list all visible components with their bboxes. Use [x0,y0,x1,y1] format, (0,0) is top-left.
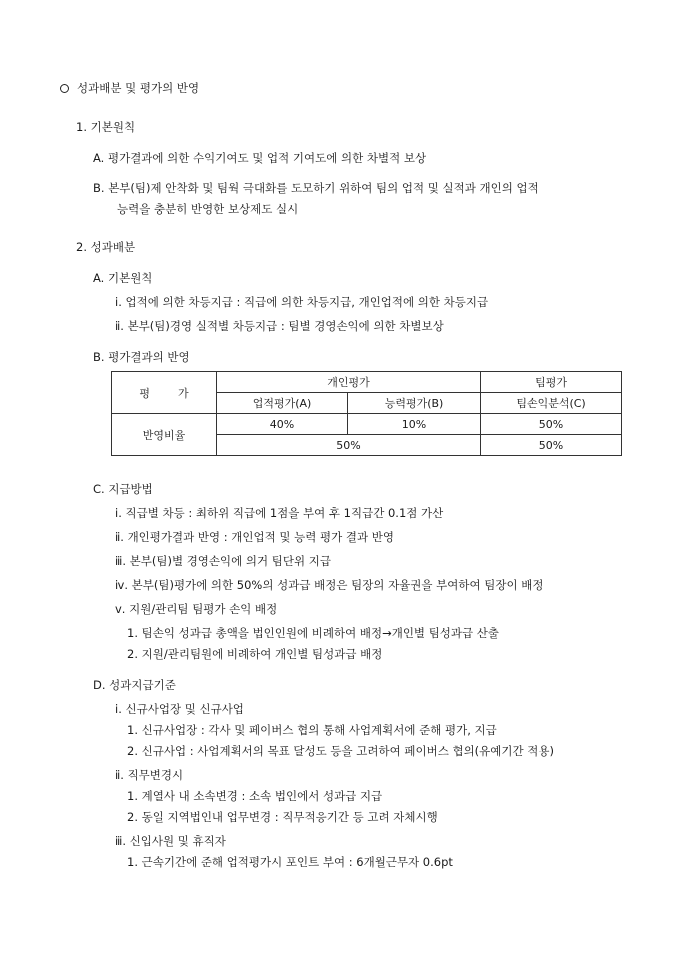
item-2c-i: ⅰ. 직급별 차등 : 최하위 직급에 1점을 부여 후 1직급간 0.1점 가산 [115,506,444,520]
item-2d-ii-1: 1. 계열사 내 소속변경 : 소속 법인에서 성과급 지급 [127,789,383,803]
header-eval: 평 가 [112,372,217,414]
value-c: 50% [481,414,622,435]
col-team-pl: 팀손익분석(C) [481,393,622,414]
subheading-2c: C. 지급방법 [93,482,153,496]
subheading-2b: B. 평가결과의 반영 [93,350,190,364]
item-2d-iii: ⅲ. 신입사원 및 휴직자 [115,834,226,848]
item-2d-iii-1: 1. 근속기간에 준해 업적평가시 포인트 부여 : 6개월근무자 0.6pt [127,855,453,869]
item-2d-ii: ⅱ. 직무변경시 [115,768,184,782]
circle-bullet-icon [60,84,69,93]
item-2d-i: ⅰ. 신규사업장 및 신규사업 [115,702,244,716]
row-label-ratio: 반영비율 [112,414,217,456]
heading-performance-distribution: 2. 성과배분 [76,240,136,254]
subheading-2d: D. 성과지급기준 [93,678,176,692]
item-2c-v-1: 1. 팀손익 성과급 총액을 법인인원에 비례하여 배정→개인별 팀성과급 산출 [127,626,500,640]
col-ability-eval: 능력평가(B) [348,393,481,414]
item-2c-v-2: 2. 지원/관리팀원에 비례하여 개인별 팀성과급 배정 [127,647,383,661]
value-a: 40% [217,414,348,435]
heading-basic-principles: 1. 기본원칙 [76,120,136,134]
item-2c-v: ⅴ. 지원/관리팀 팀평가 손익 배정 [115,602,278,616]
header-team-eval: 팀평가 [481,372,622,393]
value-b: 10% [348,414,481,435]
item-2c-ii: ⅱ. 개인평가결과 반영 : 개인업적 및 능력 평가 결과 반영 [115,530,394,544]
col-performance-eval: 업적평가(A) [217,393,348,414]
header-personal-eval: 개인평가 [217,372,481,393]
item-2d-ii-2: 2. 동일 지역법인내 업무변경 : 직무적응기간 등 고려 자체시행 [127,810,438,824]
item-2d-i-2: 2. 신규사업 : 사업계획서의 목표 달성도 등을 고려하여 페이버스 협의(유예기간 적용) [127,744,554,758]
item-2a-i: ⅰ. 업적에 의한 차등지급 : 직급에 의한 차등지급, 개인업적에 의한 차등지급 [115,295,489,309]
item-1a: A. 평가결과에 의한 수익기여도 및 업적 기여도에 의한 차별적 보상 [93,151,427,165]
value-ab-combined: 50% [217,435,481,456]
value-c-combined: 50% [481,435,622,456]
item-1b-line2: 능력을 충분히 반영한 보상제도 실시 [117,202,299,216]
item-2c-iv: ⅳ. 본부(팀)평가에 의한 50%의 성과급 배정은 팀장의 자율권을 부여하여 팀장이 배정 [115,578,544,592]
subheading-2a: A. 기본원칙 [93,271,153,285]
item-1b-line1: B. 본부(팀)제 안착화 및 팀웍 극대화를 도모하기 위하여 팀의 업적 및 실적과 개인의 업적 [93,181,539,195]
item-2c-iii: ⅲ. 본부(팀)별 경영손익에 의거 팀단위 지급 [115,554,331,568]
item-2d-i-1: 1. 신규사업장 : 각사 및 페이버스 협의 통해 사업계획서에 준해 평가, 지급 [127,723,497,737]
evaluation-table [111,371,622,456]
item-2a-ii: ⅱ. 본부(팀)경영 실적별 차등지급 : 팀별 경영손익에 의한 차별보상 [115,319,444,333]
section-title: 성과배분 및 평가의 반영 [60,80,199,96]
